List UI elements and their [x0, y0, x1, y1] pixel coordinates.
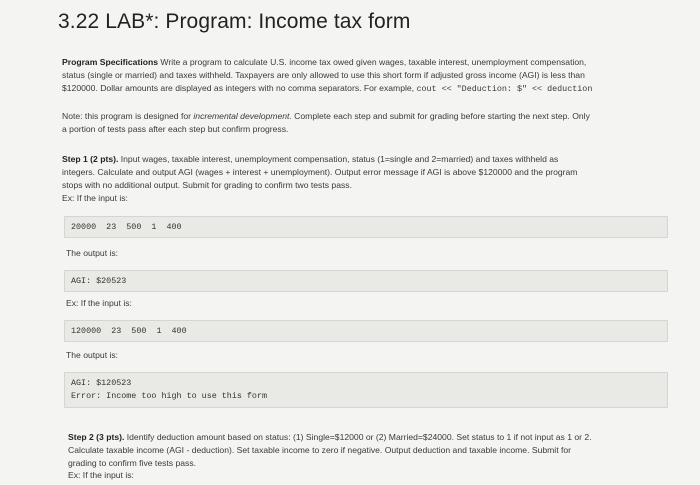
spec-line-2: status (single or married) and taxes withheld. Taxpayers are only allowed to use this short form if adjusted gross income (AGI) is less than [62, 70, 585, 80]
spec-line-1 [62, 56, 586, 69]
example-1-output-box [64, 270, 668, 292]
note-emphasis: incremental development. [193, 111, 292, 121]
spec-text-1: Write a program to calculate U.S. income tax owed given wages, taxable interest, unemployment compensation, [160, 57, 587, 67]
note-line-1 [62, 110, 590, 123]
step2-line-2: Calculate taxable income (AGI - deduction). Set taxable income to zero if negative. Output deduction and taxable income. Submit for [68, 445, 572, 455]
note-pre: Note: this program is designed for [62, 111, 191, 121]
example-1-output: AGI: $20523 [71, 276, 127, 286]
step2-example-label: Ex: If the input is: [68, 470, 134, 480]
spec-text-3: $120000. Dollar amounts are displayed as integers with no comma separators. For example, [62, 83, 415, 93]
page-title: 3.22 LAB*: Program: Income tax form [58, 10, 411, 33]
step1-example-1-label: Ex: If the input is: [62, 193, 128, 203]
spec-inline-code: cout << "Deduction: $" << deduction [416, 84, 593, 94]
step1-line-2: integers. Calculate and output AGI (wages + interest + unemployment). Output error message if AGI is above $120000 and the program [62, 167, 578, 177]
example-2-input: 120000 23 500 1 400 [71, 326, 187, 336]
example-2-output-box [64, 372, 668, 408]
example-2-input-box [64, 320, 668, 342]
example-1-input: 20000 23 500 1 400 [71, 222, 182, 232]
step2-line-1 [68, 431, 592, 444]
step1-text-1: Input wages, taxable interest, unemployment compensation, status (1=single and 2=married) and taxes withheld as [120, 154, 559, 164]
note-line-2: a portion of tests pass after each step but confirm progress. [62, 124, 289, 134]
step2-text-1: Identify deduction amount based on status: (1) Single=$12000 or (2) Married=$24000. Set status to 1 if not input as 1 or 2. [126, 432, 592, 442]
example-1-input-box [64, 216, 668, 238]
example-2-output-line-1: AGI: $120523 [71, 378, 132, 388]
step1-line-3: stops with no additional output. Submit for grading to confirm two tests pass. [62, 180, 352, 190]
note-post: Complete each step and submit for grading before starting the next step. Only [294, 111, 590, 121]
example-2-label: Ex: If the input is: [66, 298, 132, 308]
output-2-label: The output is: [66, 350, 119, 360]
step1-heading: Step 1 (2 pts). [62, 154, 119, 164]
output-1-label: The output is: [66, 248, 119, 258]
example-2-output-line-2: Error: Income too high to use this form [71, 390, 268, 401]
step1-line-1 [62, 153, 558, 166]
spec-heading: Program Specifications [62, 57, 158, 67]
step2-heading: Step 2 (3 pts). [68, 432, 125, 442]
spec-line-3 [62, 82, 592, 96]
step2-line-3: grading to confirm five tests pass. [68, 458, 197, 468]
